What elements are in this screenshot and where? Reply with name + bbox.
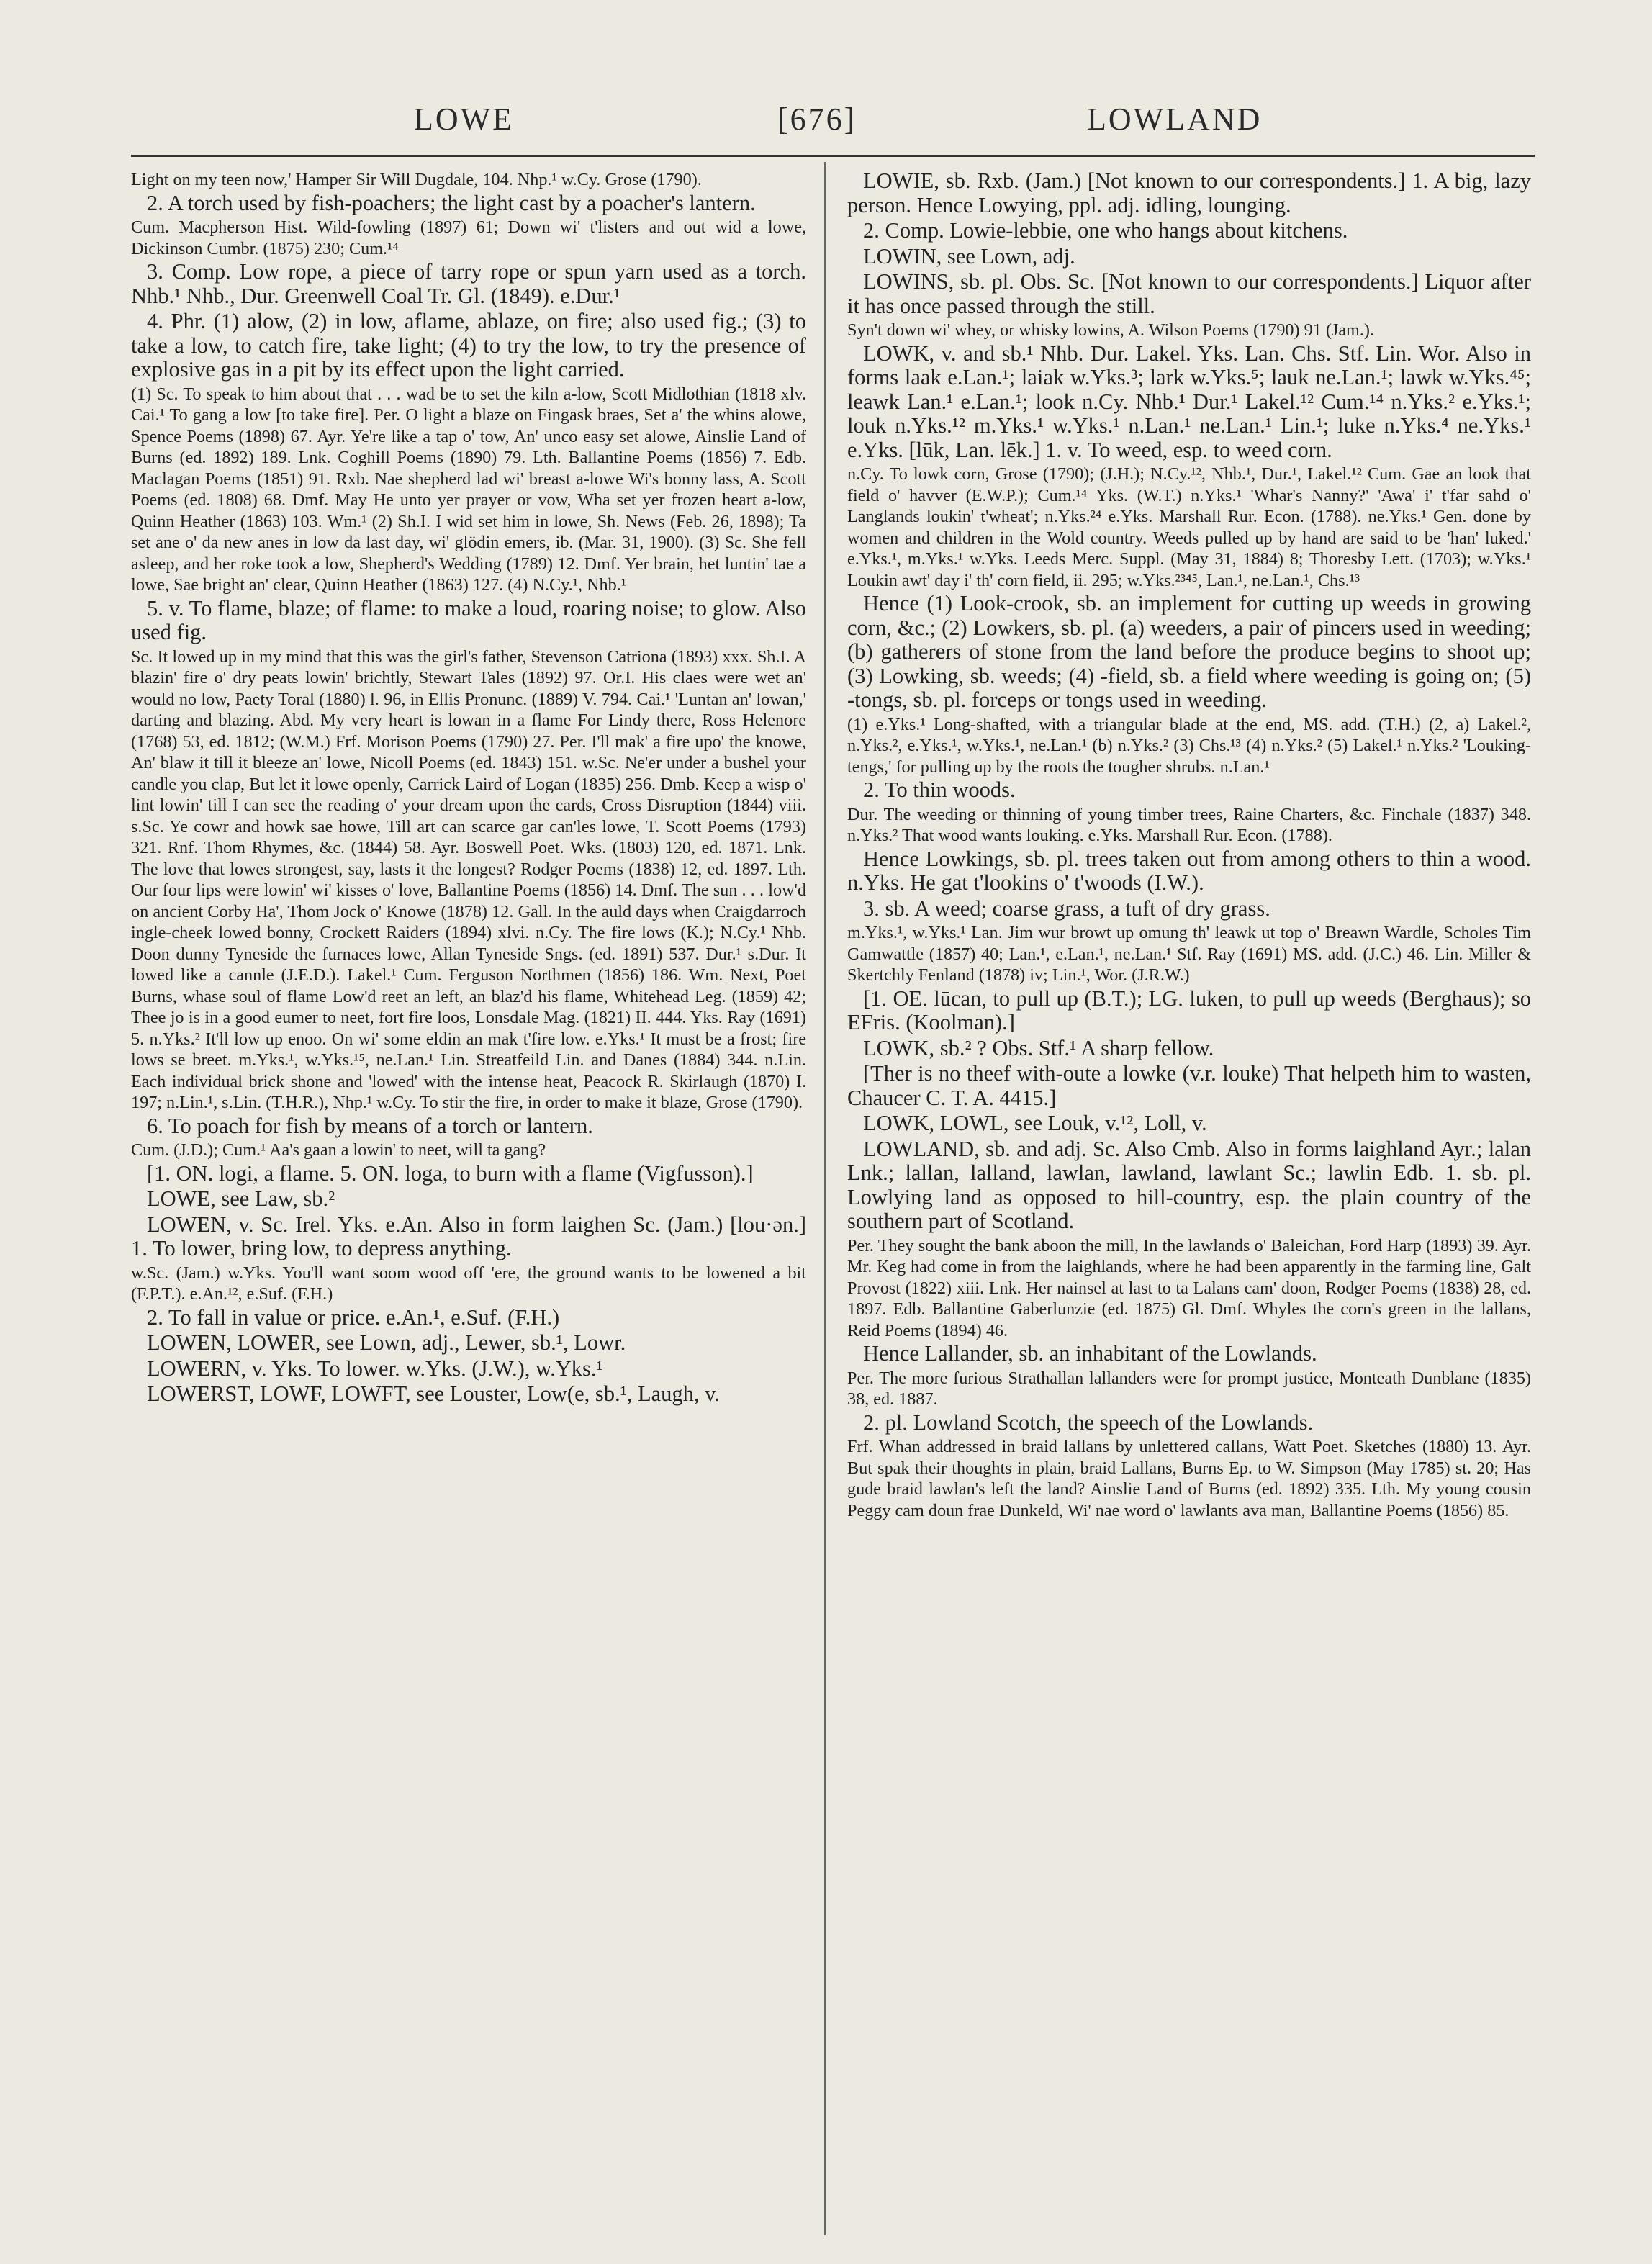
citation-paragraph: Cum. (J.D.); Cum.¹ Aa's gaan a lowin' to neet, will ta gang? bbox=[131, 1140, 546, 1160]
definition-paragraph: 6. To poach for fish by means of a torch or lantern. bbox=[147, 1113, 593, 1138]
citation-paragraph: w.Sc. (Jam.) w.Yks. You'll want soom wood off 'ere, the ground wants to be lowened a bit (F.P.T.). e.An.¹², e.Suf. (F.H.) bbox=[131, 1263, 806, 1304]
definition-paragraph: Hence Lallander, sb. an inhabitant of the Lowlands. bbox=[863, 1341, 1317, 1366]
definition-paragraph: LOWE, see Law, sb.² bbox=[147, 1186, 335, 1211]
definition-paragraph: 5. v. To flame, blaze; of flame: to make a loud, roaring noise; to glow. Also used fig. bbox=[131, 595, 806, 644]
citation-paragraph: Per. The more furious Strathallan lallanders were for prompt justice, Monteath Dunblane (1835) 38, ed. 1887. bbox=[847, 1368, 1531, 1409]
definition-paragraph: LOWINS, sb. pl. Obs. Sc. [Not known to our correspondents.] Liquor after it has once passed through the still. bbox=[847, 269, 1531, 318]
definition-paragraph: Hence Lowkings, sb. pl. trees taken out from among others to thin a wood. n.Yks. He gat t'lookins o' t'woods (I.W.). bbox=[847, 846, 1531, 895]
header-rule bbox=[131, 155, 1535, 157]
definition-paragraph: 2. pl. Lowland Scotch, the speech of the Lowlands. bbox=[863, 1410, 1314, 1435]
definition-paragraph: 3. Comp. Low rope, a piece of tarry rope or spun yarn used as a torch. Nhb.¹ Nhb., Dur. Greenwell Coal Tr. Gl. (1849). e.Dur.¹ bbox=[131, 259, 806, 308]
citation-paragraph: Cum. Macpherson Hist. Wild-fowling (1897) 61; Down wi' t'listers and out wid a lowe, Dickinson Cumbr. (1875) 230; Cum.¹⁴ bbox=[131, 217, 806, 258]
definition-paragraph: LOWK, v. and sb.¹ Nhb. Dur. Lakel. Yks. Lan. Chs. Stf. Lin. Wor. Also in forms laak e.Lan.¹; laiak w.Yks.³; lark w.Yks.⁵; lauk ne.Lan.¹; lawk w.Yks.⁴⁵; leawk Lan.¹ e.Lan.¹; look n.Cy. Nhb.¹ Dur.¹ Lakel.¹² Cum.¹⁴ n.Yks.² e.Yks.¹; louk n.Yks.¹² m.Yks.¹ w.Yks.¹ n.Lan.¹ ne.Lan.¹ Lin.¹; luke n.Yks.⁴ ne.Yks.¹ e.Yks. [lūk, Lan. lēk.] 1. v. To weed, esp. to weed corn. bbox=[847, 340, 1531, 462]
definition-paragraph: LOWERST, LOWF, LOWFT, see Louster, Low(e, sb.¹, Laugh, v. bbox=[147, 1381, 721, 1406]
citation-paragraph: Per. They sought the bank aboon the mill, In the lawlands o' Baleichan, Ford Harp (1893) 39. Ayr. Mr. Keg had come in from the laighlands, where he had been apparently in the farming line, Galt Provost (1822) xiii. Lnk. Her nainsel at last to ta Lalans cam' doon, Rodger Poems (1838) 28, ed. 1897. Edb. Ballantine Gaberlunzie (ed. 1875) Gl. Dmf. Whyles the corn's green in the lallans, Reid Poems (1894) 46. bbox=[847, 1235, 1531, 1340]
definition-paragraph: LOWERN, v. Yks. To lower. w.Yks. (J.W.), w.Yks.¹ bbox=[147, 1356, 603, 1381]
definition-paragraph: 2. To thin woods. bbox=[863, 777, 1016, 802]
citation-paragraph: n.Cy. To lowk corn, Grose (1790); (J.H.); N.Cy.¹², Nhb.¹, Dur.¹, Lakel.¹² Cum. Gae an look that field o' havver (E.W.P.); Cum.¹⁴ Yks. (W.T.) n.Yks.¹ 'Whar's Nanny?' 'Awa' i' t'far sahd o' Langlands loukin' t'wheat'; n.Yks.²⁴ e.Yks. Marshall Rur. Econ. (1788). ne.Yks.¹ Gen. done by women and children in the Wold country. Weeds pulled up by hand are said to be 'han' luked.' e.Yks.¹, m.Yks.¹ w.Yks. Leeds Merc. Suppl. (May 31, 1884) 8; Thoresby Lett. (1703); w.Yks.¹ Loukin awt' day i' th' corn field, ii. 295; w.Yks.²³⁴⁵, Lan.¹, ne.Lan.¹, Chs.¹³ bbox=[847, 464, 1531, 590]
definition-paragraph: [Ther is no theef with-oute a lowke (v.r. louke) That helpeth him to wasten, Chaucer C. T. A. 4415.] bbox=[847, 1061, 1531, 1110]
left-column bbox=[131, 169, 806, 2232]
citation-paragraph: (1) Sc. To speak to him about that . . . wad be to set the kiln a-low, Scott Midlothian (1818 xlv. Cai.¹ To gang a low [to take fire]. Per. O light a blaze on Fingask braes, Set a' the whins alowe, Spence Poems (1898) 67. Ayr. Ye're like a tap o' tow, An' unco easy set alowe, Ainslie Land of Burns (ed. 1892) 189. Lnk. Coghill Poems (1890) 79. Lth. Ballantine Poems (1856) 7. Edb. Maclagan Poems (1851) 91. Rxb. Nae shepherd lad wi' breast a-lowe Wi's bonny lass, A. Scott Poems (ed. 1808) 68. Dmf. May He unto yer prayer or vow, Wha set yer frozen heart a-low, Quinn Heather (1863) 103. Wm.¹ (2) Sh.I. I wid set him in lowe, Sh. News (Feb. 26, 1898); Ta set ane o' da new anes in low da last day, wi' glödin emers, ib. (Mar. 31, 1900). (3) Sc. She fell asleep, and her roke took a low, Shepherd's Wedding (1789) 12. Dmf. Yer brain, het luntin' tae a lowe, Sae bright an' clear, Quinn Heather (1863) 127. (4) N.Cy.¹, Nhb.¹ bbox=[131, 384, 806, 595]
definition-paragraph: LOWIE, sb. Rxb. (Jam.) [Not known to our correspondents.] 1. A big, lazy person. Hence Lowying, ppl. adj. idling, lounging. bbox=[847, 169, 1531, 217]
definition-paragraph: 2. A torch used by fish-poachers; the light cast by a poacher's lantern. bbox=[147, 190, 756, 215]
citation-paragraph: (1) e.Yks.¹ Long-shafted, with a triangular blade at the end, MS. add. (T.H.) (2, a) Lakel.², n.Yks.², e.Yks.¹, w.Yks.¹, ne.Lan.¹ (b) n.Yks.² (3) Chs.¹³ (4) n.Yks.² (5) Lakel.¹ n.Yks.² 'Louking-tengs,' for pulling up by the roots the tougher shrubs. n.Lan.¹ bbox=[847, 714, 1531, 777]
definition-paragraph: 2. To fall in value or price. e.An.¹, e.Suf. (F.H.) bbox=[147, 1304, 560, 1330]
definition-paragraph: 4. Phr. (1) alow, (2) in low, aflame, ablaze, on fire; also used fig.; (3) to take a low, to catch fire, take light; (4) to try the low, to try the presence of explosive gas in a pit by its effect upon the light carried. bbox=[131, 309, 806, 382]
column-divider bbox=[824, 162, 826, 2235]
citation-paragraph: Syn't down wi' whey, or whisky lowins, A. Wilson Poems (1790) 91 (Jam.). bbox=[847, 320, 1375, 340]
definition-paragraph: Hence (1) Look-crook, sb. an implement for cutting up weeds in growing corn, &c.; (2) Lowkers, sb. pl. (a) weeders, a pair of pincers used in weeding; (b) gatherers of stone from the land before the produce begins to shoot up; (3) Lowking, sb. weeds; (4) -field, sb. a field where weeding is going on; (5) -tongs, sb. pl. forceps or tongs used in weeding. bbox=[847, 591, 1531, 712]
definition-paragraph: 3. sb. A weed; coarse grass, a tuft of dry grass. bbox=[863, 896, 1270, 921]
right-column bbox=[847, 169, 1531, 2232]
definition-paragraph: LOWLAND, sb. and adj. Sc. Also Cmb. Also in forms laighland Ayr.; lalan Lnk.; lallan, lalland, lawlan, lawland, lawlant Sc.; lawlin Edb. 1. sb. pl. Lowlying land as opposed to hill-country, esp. the plain country of the southern part of Scotland. bbox=[847, 1136, 1531, 1233]
definition-paragraph: 2. Comp. Lowie-lebbie, one who hangs about kitchens. bbox=[863, 218, 1348, 243]
citation-paragraph: Dur. The weeding or thinning of young timber trees, Raine Charters, &c. Finchale (1837) 348. n.Yks.² That wood wants louking. e.Yks. Marshall Rur. Econ. (1788). bbox=[847, 804, 1531, 845]
definition-paragraph: LOWK, sb.² ? Obs. Stf.¹ A sharp fellow. bbox=[863, 1035, 1214, 1060]
header-left-headword: LOWE bbox=[414, 102, 515, 137]
citation-paragraph: Sc. It lowed up in my mind that this was the girl's father, Stevenson Catriona (1893) xxx. Sh.I. A blazin' fire o' dry peats lowin' brichtly, Stewart Tales (1892) 97. Or.I. His claes were wet an' would no low, Paety Toral (1880) l. 96, in Ellis Pronunc. (1889) V. 794. Cai.¹ 'Luntan an' lowan,' darting and blazing. Abd. My very heart is lowan in a flame For Lindy there, Ross Helenore (1768) 53, ed. 1812; (W.M.) Frf. Morison Poems (1790) 27. Per. I'll mak' a fire upo' the knowe, An' blaw it till it bleeze an' lowe, Nicoll Poems (ed. 1843) 151. w.Sc. Ne'er under a bushel your candle you clap, But let it lowe openly, Carrick Laird of Logan (1835) 256. Dmb. Keep a wisp o' lint lowin' till I can see the reading o' your dream upon the cards, Cross Disruption (1844) viii. s.Sc. Ye cowr and howk sae howe, Till art can scarce gar can'les lowe, T. Scott Poems (1793) 321. Rnf. Thom Rhymes, &c. (1844) 58. Ayr. Boswell Poet. Wks. (1803) 120, ed. 1871. Lnk. The love that lowes strongest, say, lasts it the longest? Rodger Poems (1838) 12, ed. 1897. Lth. Our four lips were lowin' wi' kisses o' love, Ballantine Poems (1856) 14. Dmf. The sun . . . low'd on ancient Corby Ha', Thom Jock o' Knowe (1878) 12. Gall. In the auld days when Craigdarroch ingle-cheek lowed bonny, Crockett Raiders (1894) xlvi. n.Cy. The fire lows (K.); N.Cy.¹ Nhb. Doon dunny Tyneside the furnaces lowe, Allan Tyneside Sngs. (ed. 1891) 537. Dur.¹ s.Dur. It lowed like a cannle (J.E.D.). Lakel.¹ Cum. Ferguson Northmen (1856) 186. Wm. Next, Poet Burns, whase soul of flame Low'd reet an left, an blaz'd his flame, Whitehead Leg. (1859) 42; Thee jo is in a good eumer to neet, fort fire loos, Lonsdale Mag. (1821) II. 444. Yks. Ray (1691) 5. n.Yks.² It'll low up enoo. On wi' some eldin an mak t'fire low. e.Yks.¹ It must be a frost; fire lows se breet. m.Yks.¹, w.Yks.¹⁵, ne.Lan.¹ Lin. Streatfeild Lin. and Danes (1884) 344. n.Lin. Each individual brick shone and 'lowed' with the intense heat, Peacock R. Skirlaugh (1870) I. 197; n.Lin.¹, s.Lin. (T.H.R.), Nhp.¹ w.Cy. To stir the fire, in order to make it blaze, Grose (1790). bbox=[131, 646, 806, 1112]
definition-paragraph: LOWIN, see Lown, adj. bbox=[863, 243, 1075, 269]
page-number: [676] bbox=[777, 102, 857, 137]
definition-paragraph: LOWK, LOWL, see Louk, v.¹², Loll, v. bbox=[863, 1111, 1207, 1135]
header-right-headword: LOWLAND bbox=[1087, 102, 1263, 137]
definition-paragraph: [1. OE. lūcan, to pull up (B.T.); LG. luken, to pull up weeds (Berghaus); so EFris. (Koolman).] bbox=[847, 986, 1531, 1034]
running-head bbox=[130, 101, 1537, 144]
citation-paragraph: m.Yks.¹, w.Yks.¹ Lan. Jim wur browt up omung th' leawk ut top o' Breawn Wardle, Scholes Tim Gamwattle (1857) 40; Lan.¹, e.Lan.¹, ne.Lan.¹ Stf. Ray (1691) MS. add. (J.C.) 46. Lin. Miller & Skertchly Fenland (1878) iv; Lin.¹, Wor. (J.R.W.) bbox=[847, 923, 1531, 985]
definition-paragraph: [1. ON. logi, a flame. 5. ON. loga, to burn with a flame (Vigfusson).] bbox=[147, 1160, 754, 1186]
citation-paragraph: Light on my teen now,' Hamper Sir Will Dugdale, 104. Nhp.¹ w.Cy. Grose (1790). bbox=[131, 170, 702, 189]
definition-paragraph: LOWEN, LOWER, see Lown, adj., Lewer, sb.¹, Lowr. bbox=[147, 1330, 626, 1355]
citation-paragraph: Frf. Whan addressed in braid lallans by unlettered callans, Watt Poet. Sketches (1880) 13. Ayr. But spak their thoughts in plain, braid Lallans, Burns Ep. to W. Simpson (May 1785) st. 20; Has gude braid lawlan's left the land? Ainslie Land of Burns (ed. 1892) 335. Lth. My young cousin Peggy cam doun frae Dunkeld, Wi' nae word o' lawlants ava man, Ballantine Poems (1856) 85. bbox=[847, 1437, 1531, 1520]
definition-paragraph: LOWEN, v. Sc. Irel. Yks. e.An. Also in form laighen Sc. (Jam.) [lou·ən.] 1. To lower, bring low, to depress anything. bbox=[131, 1212, 806, 1260]
